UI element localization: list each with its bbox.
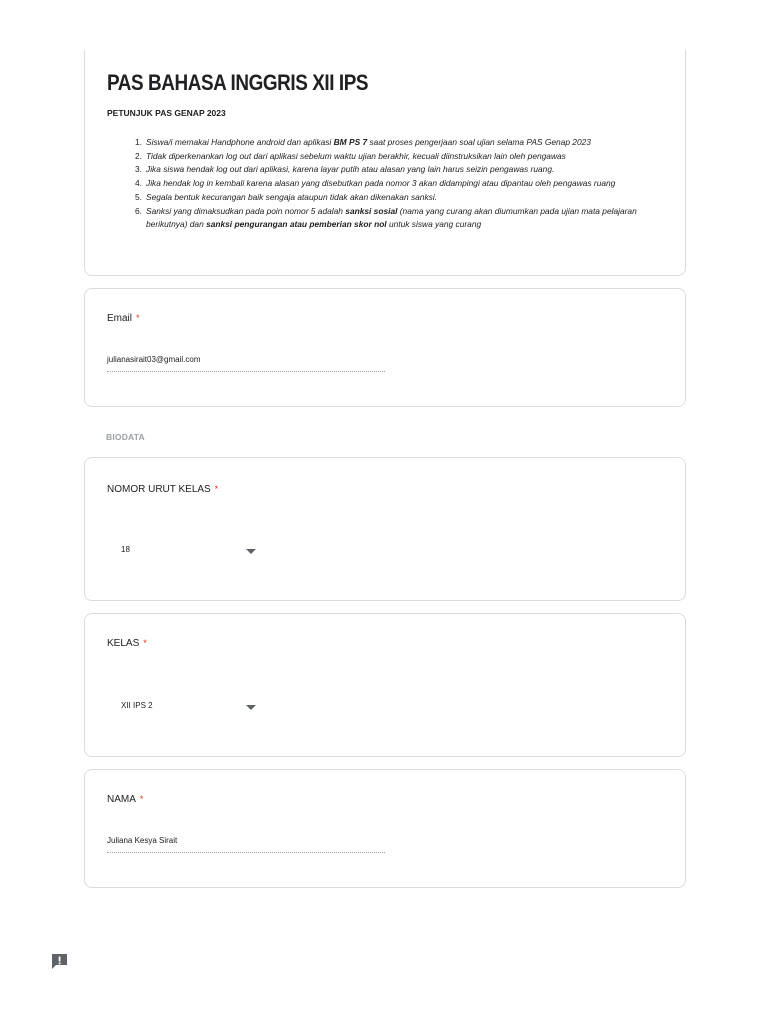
nomor-urut-question-card [84,457,686,601]
nama-label-text: NAMA [107,794,136,805]
instruction-number: 4. [135,178,142,189]
instruction-text [146,191,667,205]
email-field-underline [107,371,385,372]
form-title: PAS BAHASA INGGRIS XII IPS [107,70,369,95]
dropdown-arrow-icon [246,549,256,554]
instruction-item [107,205,667,232]
instruction-emphasis: BM PS 7 [333,137,368,147]
instruction-number: 2. [135,150,142,161]
instruction-segment: saat proses pengerjaan soal ujian selama PAS Genap 2023 [367,137,591,147]
dropdown-arrow-icon [246,705,256,710]
instruction-item [107,191,667,205]
instruction-emphasis: sanksi pengurangan atau pemberian skor nol [206,219,387,230]
kelas-label [107,638,147,649]
instruction-number: 6. [135,205,142,216]
instructions-heading: PETUNJUK PAS GENAP 2023 [107,108,226,118]
kelas-dropdown[interactable] [107,697,267,717]
instruction-segment: Jika hendak log in kembali karena alasan yang disebutkan pada nomor 3 akan didampingi atau dipantau oleh pengawas ruang [146,178,616,189]
instruction-segment: Jika siswa hendak log out dari aplikasi, karena layar putih atau alasan yang lain harus seizin pengawas ruang. [146,164,555,175]
nama-label [107,794,143,805]
instructions-list [107,136,667,232]
nama-field[interactable]: Juliana Kesya Sirait [107,836,178,845]
instruction-text [146,205,667,232]
instruction-emphasis: sanksi sosial [345,205,398,216]
instruction-text [146,150,667,164]
required-asterisk: * [214,484,219,494]
report-feedback-button[interactable] [50,952,69,971]
instruction-text [146,136,667,150]
nomor-urut-label [107,484,218,495]
email-question-card [84,288,686,407]
instruction-item [107,136,667,150]
required-asterisk: * [136,313,140,323]
instruction-item [107,150,667,164]
instruction-segment: Sanksi yang dimaksudkan pada poin nomor 5 adalah [146,205,346,216]
kelas-label-text: KELAS [107,638,140,649]
instruction-number: 5. [135,191,142,202]
instruction-item [107,163,667,177]
nomor-urut-selected-value: 18 [121,545,130,554]
section-title-biodata: BIODATA [106,432,145,442]
instruction-segment: Siswa/i memakai Handphone android dan aplikasi [146,137,334,147]
email-field[interactable]: julianasirait03@gmail.com [107,355,201,364]
report-feedback-icon [50,952,69,971]
required-asterisk: * [143,638,147,648]
instruction-text [146,177,667,191]
nama-question-card [84,769,686,888]
instruction-text [146,163,667,177]
nomor-urut-dropdown[interactable] [107,541,267,561]
instruction-segment: (nama yang curang akan diumumkan pada ujian mata pelajaran berikutnya) dan [146,205,637,230]
email-label-text: Email [107,313,133,324]
instruction-segment: untuk siswa yang curang [386,219,482,230]
form-header-card [84,50,686,276]
required-asterisk: * [139,794,144,804]
kelas-selected-value: XII IPS 2 [121,701,153,710]
instruction-number: 1. [135,137,142,147]
instruction-segment: Tidak diperkenankan log out dari aplikasi sebelum waktu ujian berakhir, kecuali diinstruksikan lain oleh pengawas [146,150,566,161]
instruction-item [107,177,667,191]
email-label [107,313,140,324]
instruction-segment: Segala bentuk kecurangan baik sengaja ataupun tidak akan dikenakan sanksi. [146,191,438,202]
kelas-question-card [84,613,686,757]
nama-field-underline [107,852,385,853]
instruction-number: 3. [135,164,142,175]
nomor-urut-label-text: NOMOR URUT KELAS [107,484,211,495]
